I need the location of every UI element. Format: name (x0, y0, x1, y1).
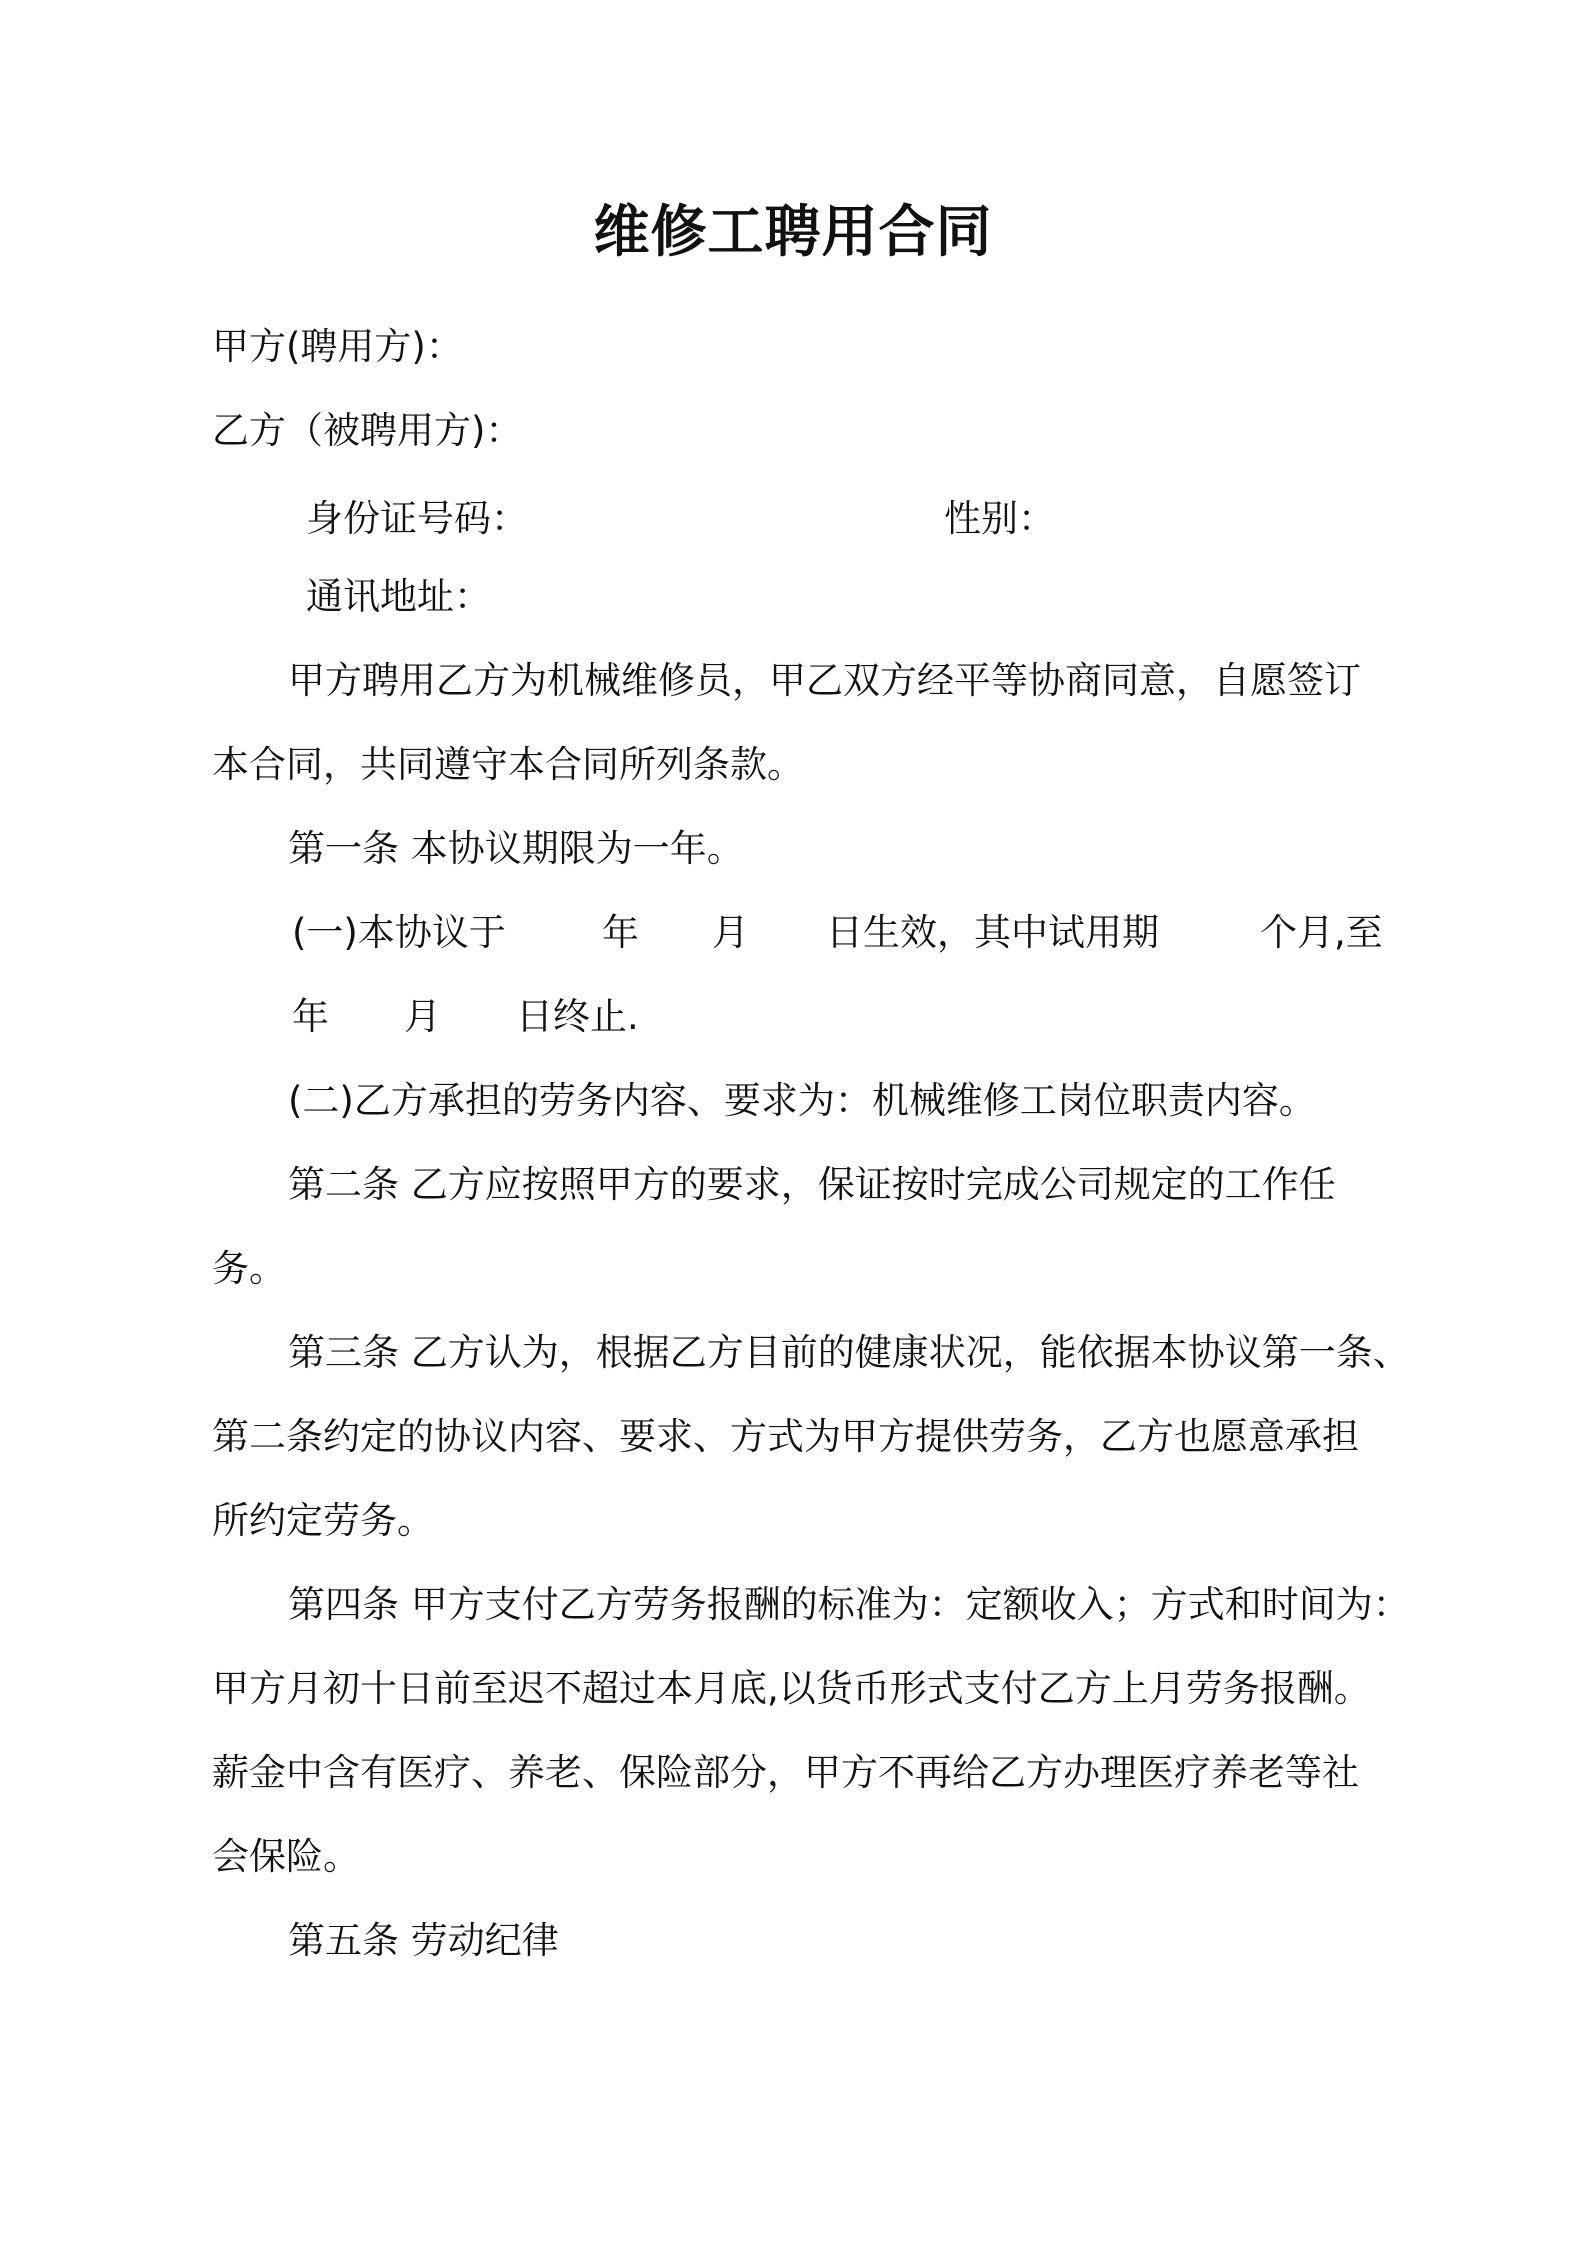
article-1-sub-1-end-month: 月 (404, 995, 441, 1038)
article-4-line-2: 甲方月初十日前至迟不超过本月底,以货币形式支付乙方上月劳务报酬。 (212, 1667, 1371, 1710)
document-title: 维修工聘用合同 (593, 200, 993, 265)
article-2-line-2: 务。 (212, 1247, 286, 1290)
article-3-line-3: 所约定劳务。 (212, 1499, 434, 1542)
article-1-sub-1-end-year: 年 (292, 995, 329, 1038)
article-1-title: 第一条 本协议期限为一年。 (288, 827, 744, 870)
article-5-title: 第五条 劳动纪律 (288, 1919, 559, 1962)
article-4-line-1: 第四条 甲方支付乙方劳务报酬的标准为：定额收入；方式和时间为： (288, 1583, 1410, 1626)
article-1-sub-1-prefix: (一)本协议于 (292, 911, 506, 954)
article-1-sub-1-end-day: 日终止. (516, 995, 639, 1038)
intro-line-1: 甲方聘用乙方为机械维修员，甲乙双方经平等协商同意，自愿签订 (288, 659, 1361, 702)
article-1-sub-1-effect: 日生效，其中试用期 (826, 911, 1159, 954)
id-number-label: 身份证号码： (306, 497, 528, 540)
article-1-sub-1-months-to: 个月,至 (1260, 911, 1383, 954)
article-1-sub-1-year: 年 (602, 911, 639, 954)
article-3-line-2: 第二条约定的协议内容、要求、方式为甲方提供劳务，乙方也愿意承担 (212, 1415, 1359, 1458)
article-1-sub-2: (二)乙方承担的劳务内容、要求为：机械维修工岗位职责内容。 (288, 1079, 1316, 1122)
intro-line-2: 本合同，共同遵守本合同所列条款。 (212, 743, 804, 786)
party-b-label: 乙方（被聘用方)： (212, 409, 523, 452)
party-a-label: 甲方(聘用方)： (212, 325, 463, 368)
article-3-line-1: 第三条 乙方认为，根据乙方目前的健康状况，能依据本协议第一条、 (288, 1331, 1410, 1374)
address-label: 通讯地址： (306, 575, 491, 618)
article-4-line-3: 薪金中含有医疗、养老、保险部分，甲方不再给乙方办理医疗养老等社 (212, 1751, 1359, 1794)
article-1-sub-1-month: 月 (712, 911, 749, 954)
gender-label: 性别： (944, 497, 1055, 540)
article-4-line-4: 会保险。 (212, 1835, 360, 1878)
article-2-line-1: 第二条 乙方应按照甲方的要求，保证按时完成公司规定的工作任 (288, 1163, 1336, 1206)
